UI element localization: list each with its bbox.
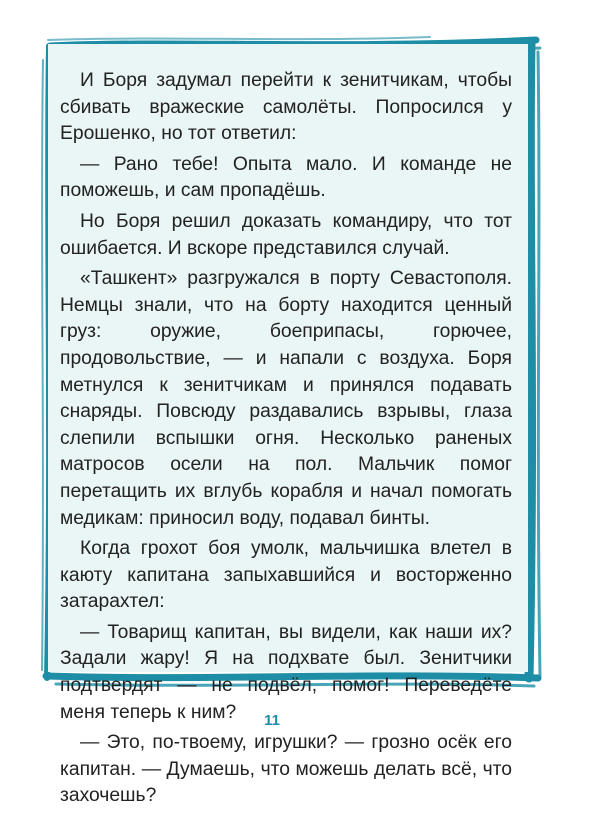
paragraph: — Товарищ капитан, вы видели, как наши их? Задали жару! Я на подхвате был. Зенитчики подтвердят — не подвёл, помог! Переведёте меня теперь к ним? (60, 621, 512, 723)
paragraph: И Боря задумал перейти к зенитчикам, чтобы сбивать вражеские самолёты. Попросился у Ерошенко, но тот ответил: (60, 70, 512, 145)
paragraph: «Ташкент» разгружался в порту Севастополя. Немцы знали, что на борту находится ценный груз: оружие, боеприпасы, горючее, продовольствие, — и напали с воздуха. Боря метнулся к зенитчикам и принялся подавать снаряды. Повсюду раздавались взрывы, глаза слепили вспышки огня. Несколько раненых матросов осели на пол. Мальчик помог перетащить их вглубь корабля и начал помогать медикам: приносил воду, подавал бинты. (60, 268, 512, 529)
paragraph: Когда грохот боя умолк, мальчишка влетел в каюту капитана запыхавшийся и восторженно затарахтел: (60, 538, 512, 613)
page-number: 11 (264, 712, 280, 729)
story-text (60, 68, 512, 814)
paragraph: Но Боря решил доказать командиру, что тот ошибается. И вскоре представился случай. (60, 210, 512, 259)
paragraph: — Это, по-твоему, игрушки? — грозно осёк его капитан. — Думаешь, что можешь делать всё, что захочешь? (60, 732, 512, 807)
paragraph: — Рано тебе! Опыта мало. И команде не поможешь, и сам пропадёшь. (60, 153, 512, 202)
